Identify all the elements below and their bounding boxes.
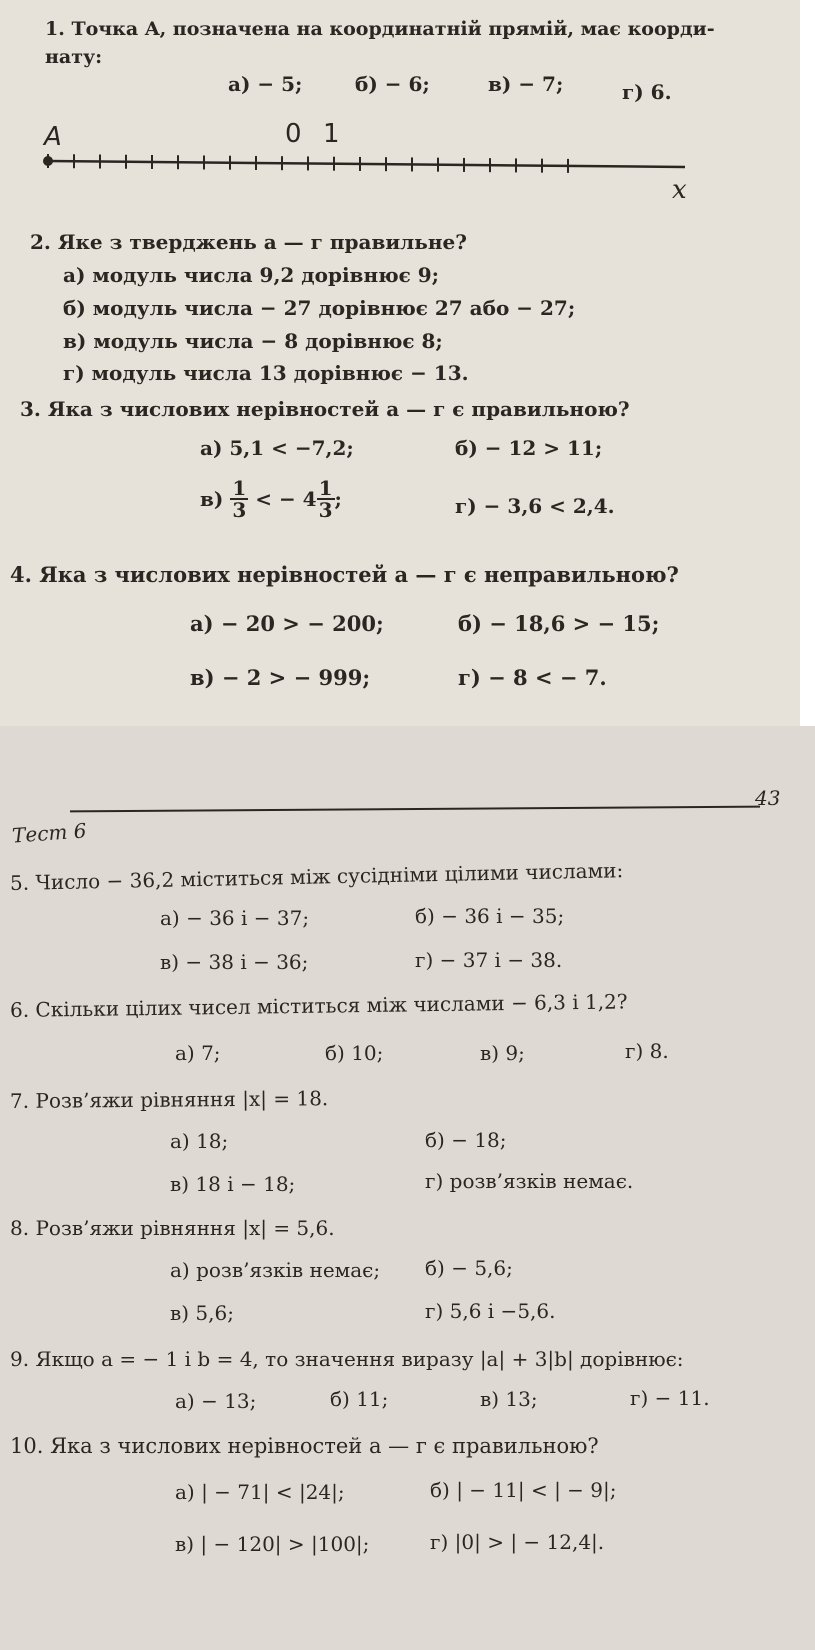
q6-option-c[interactable]: в) 9;	[480, 1041, 525, 1065]
q5-option-d[interactable]: г) − 37 і − 38.	[415, 948, 563, 972]
one-label: 1	[323, 119, 340, 149]
q9-option-d[interactable]: г) − 11.	[630, 1386, 710, 1410]
q7-option-a[interactable]: а) 18;	[170, 1129, 229, 1153]
q2-option-c[interactable]: в) модуль числа − 8 дорівнює 8;	[63, 329, 443, 353]
question-8-title: 8. Розв’яжи рівняння |x| = 5,6.	[10, 1216, 335, 1240]
question-3-title: 3. Яка з числових нерівностей а — г є правильною?	[20, 397, 630, 421]
axis-line	[40, 125, 740, 215]
q10-option-c[interactable]: в) | − 120| > |100|;	[175, 1532, 370, 1556]
q10-option-b[interactable]: б) | − 11| < | − 9|;	[430, 1478, 617, 1502]
q4-option-c[interactable]: в) − 2 > − 999;	[190, 665, 371, 690]
q1-option-d[interactable]: г) 6.	[622, 80, 672, 104]
q3-option-d[interactable]: г) − 3,6 < 2,4.	[455, 494, 615, 518]
header-rule	[70, 806, 760, 813]
question-6-title: 6. Скільки цілих чисел міститься між числами − 6,3 і 1,2?	[9, 989, 628, 1022]
q9-option-a[interactable]: а) − 13;	[175, 1389, 257, 1413]
page-number: 43	[755, 786, 781, 810]
page-bottom	[0, 726, 815, 1650]
q2-option-b[interactable]: б) модуль числа − 27 дорівнює 27 або − 27;	[63, 296, 576, 320]
q8-option-c[interactable]: в) 5,6;	[170, 1301, 234, 1325]
q3-c-end: ;	[334, 487, 342, 511]
q9-option-b[interactable]: б) 11;	[330, 1387, 389, 1411]
q7-option-c[interactable]: в) 18 і − 18;	[170, 1172, 296, 1196]
page-top	[0, 0, 800, 726]
q4-option-d[interactable]: г) − 8 < − 7.	[458, 665, 607, 690]
question-1-text-line1: Точка A, позначена на координатній прямій, має коорди-	[71, 18, 715, 40]
question-1-text-line2: нату:	[45, 46, 103, 68]
question-10-title: 10. Яка з числових нерівностей а — г є правильною?	[10, 1434, 599, 1458]
fraction-one-third	[230, 478, 248, 520]
question-7-title: 7. Розв’яжи рівняння |x| = 18.	[9, 1086, 329, 1113]
q3-option-c[interactable]	[200, 478, 342, 520]
q6-option-d[interactable]: г) 8.	[625, 1039, 669, 1063]
q8-option-d[interactable]: г) 5,6 і −5,6.	[425, 1299, 556, 1323]
q1-option-b[interactable]: б) − 6;	[355, 72, 430, 96]
coordinate-line	[40, 119, 740, 215]
q3-c-prefix: в)	[200, 487, 224, 511]
q5-option-b[interactable]: б) − 36 і − 35;	[415, 904, 565, 928]
q10-option-d[interactable]: г) |0| > | − 12,4|.	[430, 1530, 605, 1554]
fraction-numerator-2: 1	[318, 476, 333, 500]
fraction-denominator: 3	[232, 498, 247, 522]
q2-option-a[interactable]: а) модуль числа 9,2 дорівнює 9;	[63, 263, 440, 287]
test-header: Тест 6	[11, 818, 88, 848]
fraction-numerator: 1	[232, 476, 247, 500]
q3-c-middle: < − 4	[255, 487, 317, 511]
q1-option-c[interactable]: в) − 7;	[488, 72, 564, 96]
q7-option-d[interactable]: г) розв’язків немає.	[425, 1169, 634, 1193]
q4-option-a[interactable]: а) − 20 > − 200;	[190, 611, 384, 636]
q6-option-a[interactable]: а) 7;	[175, 1041, 221, 1065]
q6-option-b[interactable]: б) 10;	[325, 1041, 384, 1065]
q9-option-c[interactable]: в) 13;	[480, 1387, 538, 1411]
zero-label: 0	[285, 119, 302, 149]
question-1-number: 1.	[45, 18, 65, 40]
x-axis-label: x	[672, 175, 687, 205]
fraction-one-third-2	[317, 478, 335, 520]
q2-option-d[interactable]: г) модуль числа 13 дорівнює − 13.	[63, 361, 469, 385]
q5-option-c[interactable]: в) − 38 і − 36;	[160, 950, 309, 974]
question-1-options	[0, 72, 800, 102]
question-9-title: 9. Якщо a = − 1 і b = 4, то значення виразу |a| + 3|b| дорівнює:	[10, 1347, 684, 1371]
question-1	[45, 18, 715, 40]
fraction-denominator-2: 3	[318, 498, 333, 522]
question-5-title: 5. Число − 36,2 міститься між сусідніми цілими числами:	[9, 858, 624, 895]
point-a-marker	[43, 156, 53, 166]
q10-option-a[interactable]: а) | − 71| < |24|;	[175, 1480, 345, 1504]
q3-option-b[interactable]: б) − 12 > 11;	[455, 436, 603, 460]
q8-option-a[interactable]: а) розв’язків немає;	[170, 1258, 381, 1282]
q5-option-a[interactable]: а) − 36 і − 37;	[160, 906, 310, 930]
q8-option-b[interactable]: б) − 5,6;	[425, 1256, 513, 1280]
q7-option-b[interactable]: б) − 18;	[425, 1128, 507, 1152]
q3-option-a[interactable]: а) 5,1 < −7,2;	[200, 436, 354, 460]
q1-option-a[interactable]: а) − 5;	[228, 72, 303, 96]
point-a-label: A	[44, 122, 62, 152]
q4-option-b[interactable]: б) − 18,6 > − 15;	[458, 611, 660, 636]
question-2-title: 2. Яке з тверджень а — г правильне?	[30, 230, 467, 254]
question-4-title: 4. Яка з числових нерівностей а — г є неправильною?	[10, 562, 679, 587]
